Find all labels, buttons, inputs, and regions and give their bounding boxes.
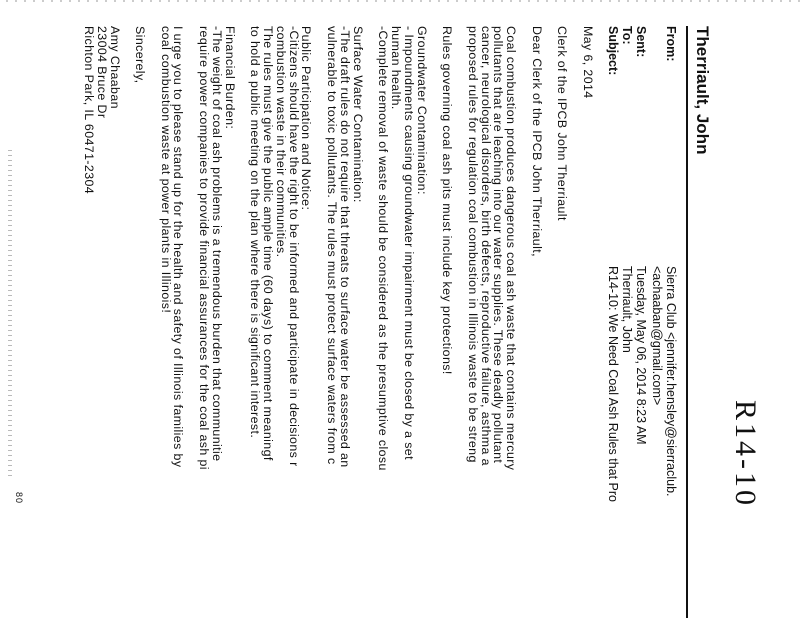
body-line: Amy Chaaban <box>107 26 122 109</box>
from-value-1: Sierra Club <jennifer.hensley@sierraclub. <box>664 266 678 497</box>
sent-label: Sent: <box>634 26 648 58</box>
scan-noise-artifact <box>8 150 12 480</box>
to-row <box>620 26 634 353</box>
body-line: vulnerable to toxic pollutants. The rules must protect surface waters from c <box>325 26 340 465</box>
body-line: proposed rules for regulation coal combustion in Illinois waste to be streng <box>465 26 480 463</box>
body-line: human health. <box>389 26 404 110</box>
body-line: cancer, neurological disorders, birth defects, reproductive failure, asthma a <box>478 26 493 466</box>
docket-stamp: R14-10 <box>729 400 762 508</box>
body-line: Surface Water Contamination: <box>350 26 365 203</box>
scan-edge-artifact <box>0 0 800 2</box>
from-value-2: <achaaban@gmail.com> <box>650 266 664 406</box>
body-line: Financial Burden: <box>222 26 237 130</box>
body-line: -The weight of coal ash problems is a tremendous burden that communitie <box>209 26 224 462</box>
blank-line <box>428 26 441 618</box>
body-line: Clerk of the IPCB John Therriault <box>555 26 570 221</box>
body-line: -Complete removal of waste should be considered as the presumptive closu <box>376 26 391 471</box>
body-line: I urge you to please stand up for the health and safety of Illinois families by <box>171 26 186 468</box>
body-line: Rules governing coal ash pits must include key protections! <box>440 26 455 375</box>
blank-line <box>236 26 249 618</box>
sent-row <box>634 26 648 445</box>
to-value: Therriault, John <box>620 266 634 353</box>
body-line: -The draft rules do not require that threats to surface water be assessed an <box>337 26 352 468</box>
subject-value: R14-10: We Need Coal Ash Rules that Pro <box>606 266 620 503</box>
body-line: Public Participation and Notice: <box>299 26 314 211</box>
body-line: Richton Park, IL 60471-2304 <box>81 26 96 195</box>
body-line: - Impoundments causing groundwater impairment must be closed by a set <box>401 26 416 460</box>
body-line: May 6, 2014 <box>581 26 595 99</box>
letter-body <box>82 26 594 618</box>
body-line: The rules must give the public ample time (60 days) to comment meaningf <box>261 26 276 461</box>
body-line: coal combustion waste at power plants in Illinois! <box>158 26 173 314</box>
blank-line <box>146 26 159 618</box>
subject-label: Subject: <box>606 26 620 76</box>
from-label: From: <box>664 26 678 62</box>
body-line: Sincerely, <box>133 26 148 84</box>
to-label: To: <box>620 26 634 45</box>
body-line: require power companies to provide financial assurances for the coal ash pi <box>197 26 212 470</box>
body-line: combustion waste in their communities. <box>273 26 288 258</box>
subject-row <box>606 26 620 503</box>
blank-line <box>543 26 556 618</box>
blank-line <box>185 26 198 618</box>
sender-name: Therriault, John <box>693 26 712 155</box>
body-line: -Citizens should have the right to be informed and participate in decisions r <box>286 26 301 467</box>
body-line: to hold a public meeting on the plan where there is significant interest. <box>248 26 263 439</box>
blank-line <box>312 26 325 618</box>
blank-line <box>121 26 134 618</box>
sent-value: Tuesday, May 06, 2014 8:23 AM <box>634 266 648 445</box>
body-line: Groundwater Contamination: <box>414 26 429 195</box>
page-number: 80 <box>14 492 24 505</box>
blank-line <box>453 26 466 618</box>
blank-line <box>568 26 581 618</box>
body-line: Coal combustion produces dangerous coal ash waste that contains mercury <box>504 26 519 471</box>
blank-line <box>364 26 377 618</box>
from-row <box>664 26 678 497</box>
body-line: pollutants that are leaching into our water supplies. These deadly pollutant <box>491 26 506 464</box>
body-line: 23004 Bruce Dr <box>94 26 109 119</box>
header-divider <box>686 26 688 618</box>
blank-line <box>517 26 530 618</box>
body-line: Dear Clerk of the IPCB John Therriault, <box>529 26 544 257</box>
